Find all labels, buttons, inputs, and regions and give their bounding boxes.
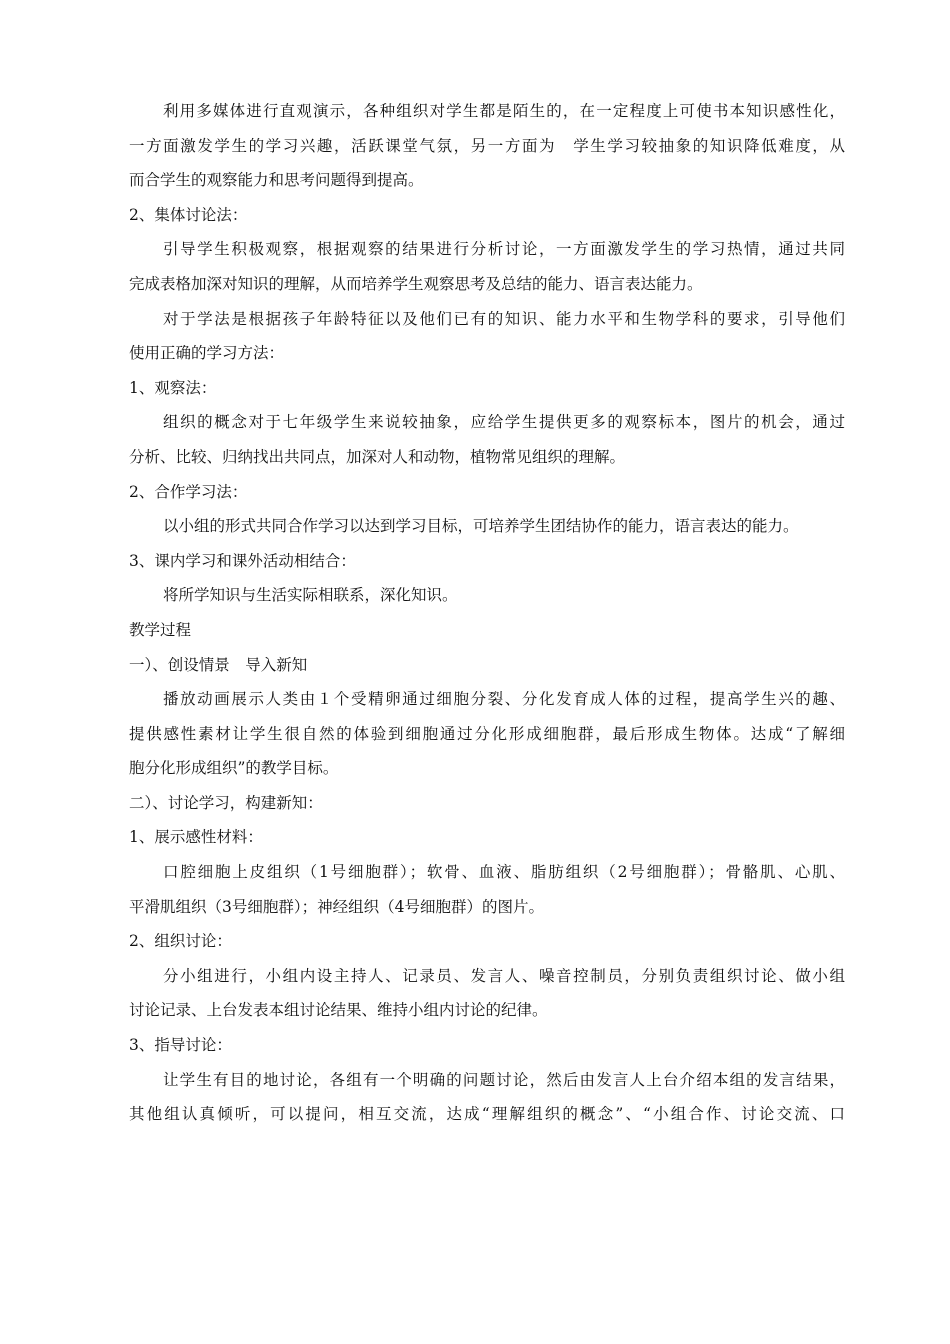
section-heading: 2、合作学习法：: [129, 482, 248, 501]
paragraph-line: 提供感性素材让学生很自然的体验到细胞通过分化形成细胞群，最后形成生物体。达成“了解细: [129, 724, 845, 743]
paragraph-line: 组织的概念对于七年级学生来说较抽象，应给学生提供更多的观察标本，图片的机会，通过: [163, 413, 845, 432]
paragraph-line: 完成表格加深对知识的理解，从而培养学生观察思考及总结的能力、语言表达能力。: [129, 274, 703, 293]
paragraph-line: 使用正确的学习方法：: [129, 344, 285, 363]
section-heading: 二）、讨论学习，构建新知：: [129, 793, 323, 812]
paragraph-line: 一方面激发学生的学习兴趣，活跃课堂气氛，另一方面为 学生学习较抽象的知识降低难度，从: [129, 136, 845, 155]
section-heading: 1、展示感性材料：: [129, 828, 263, 847]
paragraph-line: 胞分化形成组织”的教学目标。: [129, 759, 339, 778]
paragraph-line: 平滑肌组织（3号细胞群）；神经组织（4号细胞群）的图片。: [129, 897, 544, 916]
section-heading: 3、课内学习和课外活动相结合：: [129, 551, 356, 570]
paragraph-line: 将所学知识与生活实际相联系，深化知识。: [163, 586, 458, 605]
paragraph-line: 讨论记录、上台发表本组讨论结果、维持小组内讨论的纪律。: [129, 1001, 548, 1020]
paragraph-line: 对于学法是根据孩子年龄特征以及他们已有的知识、能力水平和生物学科的要求，引导他们: [163, 309, 845, 328]
paragraph-line: 分小组进行，小组内设主持人、记录员、发言人、噪音控制员，分别负责组织讨论、做小组: [163, 966, 845, 985]
section-heading: 1、观察法：: [129, 378, 217, 397]
paragraph-line: 口腔细胞上皮组织（1号细胞群）；软骨、血液、脂肪组织（2号细胞群）；骨骼肌、心肌、: [163, 863, 845, 882]
section-heading: 3、指导讨论：: [129, 1036, 232, 1055]
paragraph-line: 分析、比较、归纳找出共同点，加深对人和动物，植物常见组织的理解。: [129, 447, 626, 466]
paragraph-line: 让学生有目的地讨论，各组有一个明确的问题讨论，然后由发言人上台介绍本组的发言结果，: [163, 1070, 845, 1089]
paragraph-line: 其他组认真倾听，可以提问，相互交流，达成“理解组织的概念”、“小组合作、讨论交流、口: [129, 1105, 845, 1124]
document-body: [129, 98, 845, 1136]
section-heading: 2、集体讨论法：: [129, 205, 248, 224]
section-heading: 教学过程: [129, 620, 192, 639]
paragraph-line: 播放动画展示人类由１个受精卵通过细胞分裂、分化发育成人体的过程，提高学生兴的趣、: [163, 690, 845, 709]
paragraph-line: 而合学生的观察能力和思考问题得到提高。: [129, 171, 424, 190]
section-heading: 2、组织讨论：: [129, 932, 232, 951]
paragraph-line: 利用多媒体进行直观演示，各种组织对学生都是陌生的，在一定程度上可使书本知识感性化，: [163, 102, 845, 120]
paragraph-line: 引导学生积极观察，根据观察的结果进行分析讨论，一方面激发学生的学习热情，通过共同: [163, 240, 845, 259]
paragraph-line: 以小组的形式共同合作学习以达到学习目标，可培养学生团结协作的能力，语言表达的能力。: [163, 517, 799, 536]
section-heading: 一）、创设情景 导入新知: [129, 655, 308, 674]
